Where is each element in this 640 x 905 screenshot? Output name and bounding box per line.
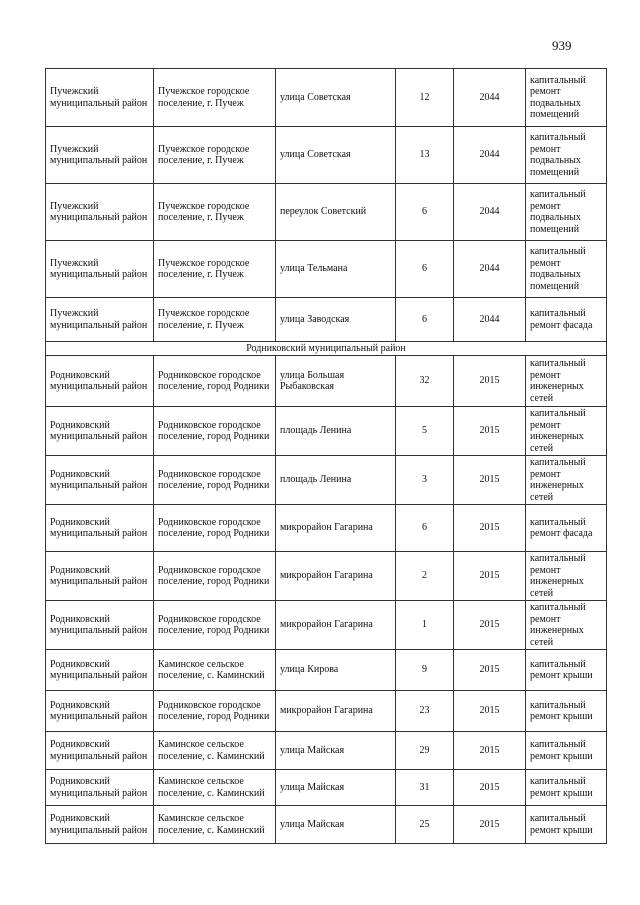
district-cell: Родниковский муниципальный район <box>46 732 154 770</box>
settlement-cell: Родниковское городское поселение, город Родники <box>154 552 276 601</box>
work-cell: капитальный ремонт подвальных помещений <box>526 184 607 241</box>
work-cell: капитальный ремонт крыши <box>526 806 607 844</box>
year-cell: 2044 <box>454 184 526 241</box>
year-cell: 2015 <box>454 601 526 650</box>
table-row <box>46 356 607 407</box>
street-cell: улица Кирова <box>276 650 396 691</box>
street-cell: микрорайон Гагарина <box>276 505 396 552</box>
table-row <box>46 407 607 456</box>
year-cell: 2044 <box>454 241 526 298</box>
settlement-cell: Родниковское городское поселение, город Родники <box>154 356 276 407</box>
street-cell: улица Советская <box>276 127 396 184</box>
house-cell: 12 <box>396 69 454 127</box>
settlement-cell: Каминское сельское поселение, с. Каминский <box>154 770 276 806</box>
work-cell: капитальный ремонт инженерных сетей <box>526 407 607 456</box>
settlement-cell: Пучежское городское поселение, г. Пучеж <box>154 127 276 184</box>
house-cell: 25 <box>396 806 454 844</box>
table-row <box>46 601 607 650</box>
table-row <box>46 69 607 127</box>
table-row <box>46 456 607 505</box>
year-cell: 2015 <box>454 691 526 732</box>
house-cell: 6 <box>396 184 454 241</box>
work-cell: капитальный ремонт фасада <box>526 505 607 552</box>
table-row <box>46 732 607 770</box>
district-cell: Пучежский муниципальный район <box>46 184 154 241</box>
table-row <box>46 241 607 298</box>
year-cell: 2015 <box>454 650 526 691</box>
house-cell: 6 <box>396 298 454 342</box>
settlement-cell: Каминское сельское поселение, с. Каминский <box>154 732 276 770</box>
year-cell: 2015 <box>454 505 526 552</box>
street-cell: улица Большая Рыбаковская <box>276 356 396 407</box>
house-cell: 31 <box>396 770 454 806</box>
year-cell: 2015 <box>454 407 526 456</box>
street-cell: улица Тельмана <box>276 241 396 298</box>
work-cell: капитальный ремонт подвальных помещений <box>526 127 607 184</box>
work-cell: капитальный ремонт инженерных сетей <box>526 456 607 505</box>
street-cell: микрорайон Гагарина <box>276 691 396 732</box>
district-cell: Родниковский муниципальный район <box>46 770 154 806</box>
section-title: Родниковский муниципальный район <box>46 342 607 356</box>
street-cell: микрорайон Гагарина <box>276 552 396 601</box>
settlement-cell: Каминское сельское поселение, с. Каминский <box>154 806 276 844</box>
district-cell: Родниковский муниципальный район <box>46 601 154 650</box>
table-row <box>46 650 607 691</box>
district-cell: Пучежский муниципальный район <box>46 298 154 342</box>
year-cell: 2015 <box>454 732 526 770</box>
table-row <box>46 806 607 844</box>
work-cell: капитальный ремонт инженерных сетей <box>526 552 607 601</box>
street-cell: переулок Советский <box>276 184 396 241</box>
work-cell: капитальный ремонт подвальных помещений <box>526 241 607 298</box>
street-cell: улица Советская <box>276 69 396 127</box>
page-number: 939 <box>552 38 572 53</box>
district-cell: Родниковский муниципальный район <box>46 505 154 552</box>
work-cell: капитальный ремонт крыши <box>526 650 607 691</box>
work-cell: капитальный ремонт крыши <box>526 691 607 732</box>
settlement-cell: Родниковское городское поселение, город Родники <box>154 456 276 505</box>
table-row <box>46 691 607 732</box>
table-row <box>46 298 607 342</box>
settlement-cell: Родниковское городское поселение, город Родники <box>154 601 276 650</box>
house-cell: 3 <box>396 456 454 505</box>
work-cell: капитальный ремонт крыши <box>526 770 607 806</box>
work-cell: капитальный ремонт инженерных сетей <box>526 601 607 650</box>
year-cell: 2015 <box>454 552 526 601</box>
work-cell: капитальный ремонт крыши <box>526 732 607 770</box>
table-row <box>46 127 607 184</box>
house-cell: 32 <box>396 356 454 407</box>
district-cell: Пучежский муниципальный район <box>46 69 154 127</box>
street-cell: площадь Ленина <box>276 407 396 456</box>
table-body <box>46 69 607 844</box>
settlement-cell: Пучежское городское поселение, г. Пучеж <box>154 184 276 241</box>
settlement-cell: Родниковское городское поселение, город Родники <box>154 505 276 552</box>
year-cell: 2044 <box>454 127 526 184</box>
year-cell: 2044 <box>454 69 526 127</box>
year-cell: 2015 <box>454 456 526 505</box>
table-row <box>46 184 607 241</box>
house-cell: 23 <box>396 691 454 732</box>
house-cell: 5 <box>396 407 454 456</box>
settlement-cell: Родниковское городское поселение, город Родники <box>154 691 276 732</box>
table-row <box>46 552 607 601</box>
settlement-cell: Пучежское городское поселение, г. Пучеж <box>154 69 276 127</box>
district-cell: Пучежский муниципальный район <box>46 241 154 298</box>
house-cell: 6 <box>396 505 454 552</box>
street-cell: улица Майская <box>276 770 396 806</box>
district-cell: Родниковский муниципальный район <box>46 407 154 456</box>
house-cell: 6 <box>396 241 454 298</box>
house-cell: 13 <box>396 127 454 184</box>
year-cell: 2015 <box>454 806 526 844</box>
table-row <box>46 770 607 806</box>
house-cell: 1 <box>396 601 454 650</box>
year-cell: 2044 <box>454 298 526 342</box>
house-cell: 2 <box>396 552 454 601</box>
settlement-cell: Родниковское городское поселение, город Родники <box>154 407 276 456</box>
street-cell: площадь Ленина <box>276 456 396 505</box>
district-cell: Родниковский муниципальный район <box>46 650 154 691</box>
house-cell: 9 <box>396 650 454 691</box>
district-cell: Родниковский муниципальный район <box>46 806 154 844</box>
street-cell: улица Майская <box>276 732 396 770</box>
street-cell: улица Заводская <box>276 298 396 342</box>
district-cell: Пучежский муниципальный район <box>46 127 154 184</box>
work-cell: капитальный ремонт подвальных помещений <box>526 69 607 127</box>
district-cell: Родниковский муниципальный район <box>46 691 154 732</box>
year-cell: 2015 <box>454 356 526 407</box>
table-row <box>46 505 607 552</box>
house-cell: 29 <box>396 732 454 770</box>
settlement-cell: Пучежское городское поселение, г. Пучеж <box>154 298 276 342</box>
section-header-row <box>46 342 607 356</box>
settlement-cell: Каминское сельское поселение, с. Каминский <box>154 650 276 691</box>
housing-repair-table <box>45 68 607 844</box>
settlement-cell: Пучежское городское поселение, г. Пучеж <box>154 241 276 298</box>
district-cell: Родниковский муниципальный район <box>46 356 154 407</box>
work-cell: капитальный ремонт инженерных сетей <box>526 356 607 407</box>
year-cell: 2015 <box>454 770 526 806</box>
district-cell: Родниковский муниципальный район <box>46 552 154 601</box>
street-cell: микрорайон Гагарина <box>276 601 396 650</box>
district-cell: Родниковский муниципальный район <box>46 456 154 505</box>
street-cell: улица Майская <box>276 806 396 844</box>
work-cell: капитальный ремонт фасада <box>526 298 607 342</box>
